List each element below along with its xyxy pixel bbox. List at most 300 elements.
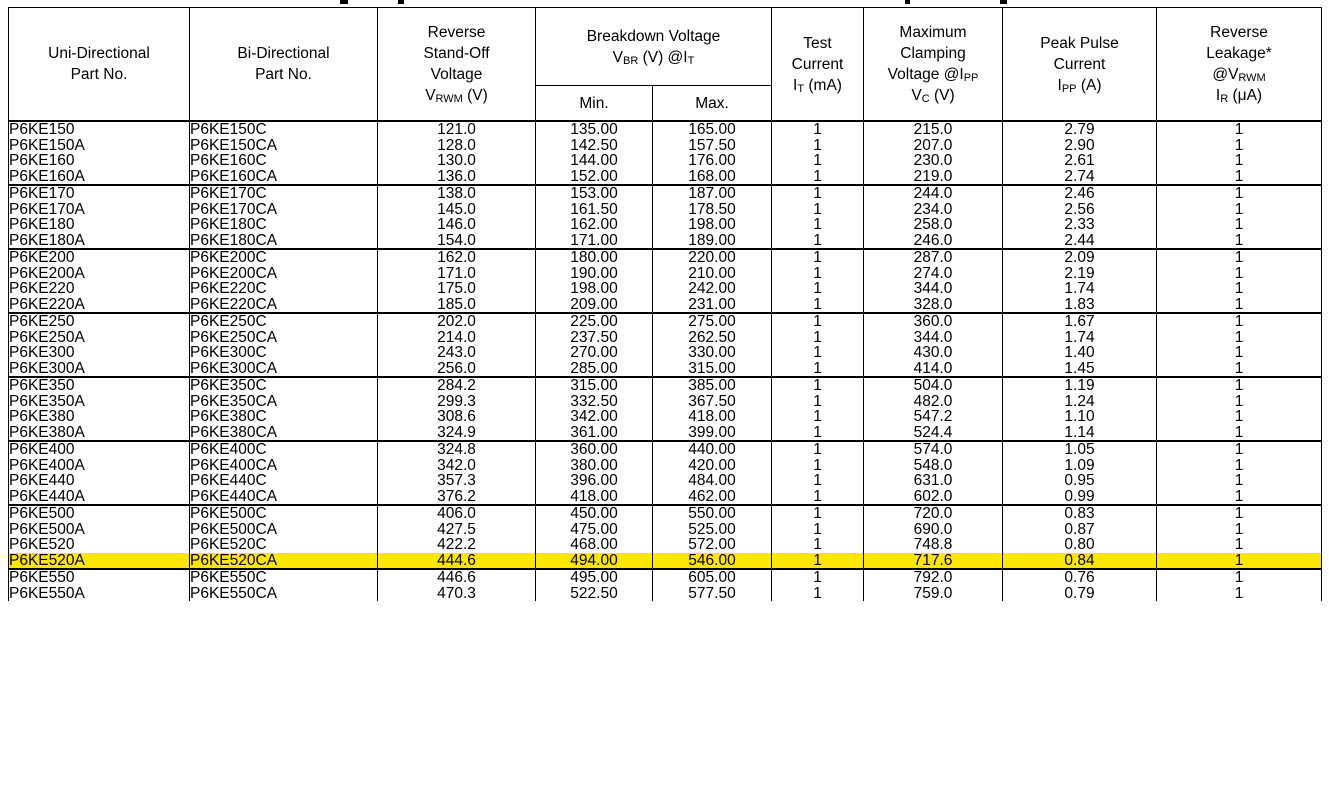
vbr-max-cell: 385.00 (653, 377, 772, 394)
vc-cell: 215.0 (864, 121, 1003, 138)
uni-part-cell: P6KE380 (9, 409, 190, 425)
vc-cell: 631.0 (864, 473, 1003, 489)
vrwm-cell: 376.2 (378, 489, 536, 506)
vbr-max-cell: 420.00 (653, 458, 772, 474)
vbr-min-cell: 361.00 (536, 425, 653, 442)
ipp-cell: 2.56 (1003, 202, 1157, 218)
table-row (9, 458, 1322, 474)
vbr-max-cell: 189.00 (653, 233, 772, 250)
vbr-max-cell: 525.00 (653, 522, 772, 538)
ipp-cell: 0.83 (1003, 505, 1157, 522)
it-cell: 1 (772, 169, 864, 186)
table-row (9, 297, 1322, 314)
ir-cell: 1 (1157, 138, 1322, 154)
uni-part-cell: P6KE160 (9, 153, 190, 169)
uni-part-cell: P6KE400A (9, 458, 190, 474)
ir-cell: 1 (1157, 313, 1322, 330)
it-cell: 1 (772, 553, 864, 570)
ir-cell: 1 (1157, 505, 1322, 522)
ir-cell: 1 (1157, 249, 1322, 266)
uni-part-cell: P6KE520A (9, 553, 190, 570)
ipp-cell: 1.74 (1003, 330, 1157, 346)
ipp-cell: 0.79 (1003, 586, 1157, 602)
ipp-cell: 1.40 (1003, 345, 1157, 361)
vc-cell: 246.0 (864, 233, 1003, 250)
ipp-cell: 1.74 (1003, 281, 1157, 297)
bi-part-cell: P6KE550CA (190, 586, 378, 602)
uni-part-cell: P6KE380A (9, 425, 190, 442)
bi-part-cell: P6KE500CA (190, 522, 378, 538)
uni-part-cell: P6KE220 (9, 281, 190, 297)
uni-part-cell: P6KE500A (9, 522, 190, 538)
vbr-max-cell: 220.00 (653, 249, 772, 266)
vrwm-cell: 308.6 (378, 409, 536, 425)
ir-cell: 1 (1157, 169, 1322, 186)
it-cell: 1 (772, 505, 864, 522)
vrwm-cell: 185.0 (378, 297, 536, 314)
header-bi-part: Bi-Directional Part No. (190, 8, 378, 122)
vbr-min-cell: 285.00 (536, 361, 653, 378)
ipp-cell: 1.83 (1003, 297, 1157, 314)
vrwm-cell: 470.3 (378, 586, 536, 602)
vrwm-cell: 145.0 (378, 202, 536, 218)
ir-cell: 1 (1157, 281, 1322, 297)
vbr-max-cell: 399.00 (653, 425, 772, 442)
bi-part-cell: P6KE150C (190, 121, 378, 138)
vc-cell: 547.2 (864, 409, 1003, 425)
bi-part-cell: P6KE220C (190, 281, 378, 297)
vbr-min-cell: 180.00 (536, 249, 653, 266)
table-row (9, 522, 1322, 538)
vc-cell: 504.0 (864, 377, 1003, 394)
vbr-max-cell: 462.00 (653, 489, 772, 506)
vc-cell: 482.0 (864, 394, 1003, 410)
vbr-max-cell: 550.00 (653, 505, 772, 522)
table-row (9, 441, 1322, 458)
uni-part-cell: P6KE200 (9, 249, 190, 266)
bi-part-cell: P6KE380CA (190, 425, 378, 442)
ir-cell: 1 (1157, 345, 1322, 361)
bi-part-cell: P6KE150CA (190, 138, 378, 154)
ipp-cell: 2.79 (1003, 121, 1157, 138)
vc-cell: 414.0 (864, 361, 1003, 378)
ipp-cell: 1.09 (1003, 458, 1157, 474)
ipp-cell: 1.19 (1003, 377, 1157, 394)
vbr-max-cell: 242.00 (653, 281, 772, 297)
vc-cell: 328.0 (864, 297, 1003, 314)
vbr-min-cell: 152.00 (536, 169, 653, 186)
ipp-cell: 2.61 (1003, 153, 1157, 169)
vrwm-cell: 256.0 (378, 361, 536, 378)
ipp-cell: 1.14 (1003, 425, 1157, 442)
table-row (9, 249, 1322, 266)
bi-part-cell: P6KE400CA (190, 458, 378, 474)
header-reverse-leakage: Reverse Leakage* $@V_{RWM}$ $I_R$ (μA) (1157, 8, 1322, 122)
ir-cell: 1 (1157, 217, 1322, 233)
bi-part-cell: P6KE440C (190, 473, 378, 489)
it-cell: 1 (772, 121, 864, 138)
ir-cell: 1 (1157, 297, 1322, 314)
it-cell: 1 (772, 425, 864, 442)
it-cell: 1 (772, 586, 864, 602)
ipp-cell: 1.10 (1003, 409, 1157, 425)
it-cell: 1 (772, 233, 864, 250)
ipp-cell: 1.24 (1003, 394, 1157, 410)
it-cell: 1 (772, 361, 864, 378)
bi-part-cell: P6KE520C (190, 537, 378, 553)
vbr-max-cell: 176.00 (653, 153, 772, 169)
ir-cell: 1 (1157, 489, 1322, 506)
uni-part-cell: P6KE150 (9, 121, 190, 138)
vrwm-cell: 427.5 (378, 522, 536, 538)
vbr-min-cell: 225.00 (536, 313, 653, 330)
table-row (9, 185, 1322, 202)
table-row (9, 202, 1322, 218)
vbr-min-cell: 418.00 (536, 489, 653, 506)
it-cell: 1 (772, 297, 864, 314)
uni-part-cell: P6KE180 (9, 217, 190, 233)
vrwm-cell: 121.0 (378, 121, 536, 138)
bi-part-cell: P6KE180C (190, 217, 378, 233)
vc-cell: 344.0 (864, 330, 1003, 346)
it-cell: 1 (772, 409, 864, 425)
vbr-max-cell: 330.00 (653, 345, 772, 361)
vbr-min-cell: 198.00 (536, 281, 653, 297)
header-clamping-voltage: Maximum Clamping Voltage $@I_{PP}$ $V_C$ (V) (864, 8, 1003, 122)
vrwm-cell: 136.0 (378, 169, 536, 186)
vc-cell: 287.0 (864, 249, 1003, 266)
ipp-cell: 0.99 (1003, 489, 1157, 506)
table-row (9, 409, 1322, 425)
vbr-min-cell: 270.00 (536, 345, 653, 361)
vbr-max-cell: 275.00 (653, 313, 772, 330)
vbr-max-cell: 367.50 (653, 394, 772, 410)
vc-cell: 759.0 (864, 586, 1003, 602)
bi-part-cell: P6KE500C (190, 505, 378, 522)
table-row (9, 586, 1322, 602)
bi-part-cell: P6KE350C (190, 377, 378, 394)
bi-part-cell: P6KE160C (190, 153, 378, 169)
table-row (9, 345, 1322, 361)
uni-part-cell: P6KE400 (9, 441, 190, 458)
vbr-max-cell: 168.00 (653, 169, 772, 186)
header-max: Max. (653, 86, 772, 122)
it-cell: 1 (772, 569, 864, 586)
vc-cell: 258.0 (864, 217, 1003, 233)
table-row (9, 394, 1322, 410)
vbr-max-cell: 231.00 (653, 297, 772, 314)
table-row (9, 569, 1322, 586)
vbr-min-cell: 494.00 (536, 553, 653, 570)
table-row (9, 505, 1322, 522)
vbr-min-cell: 190.00 (536, 266, 653, 282)
vbr-max-cell: 484.00 (653, 473, 772, 489)
bi-part-cell: P6KE300C (190, 345, 378, 361)
table-row (9, 169, 1322, 186)
table-row (9, 313, 1322, 330)
it-cell: 1 (772, 377, 864, 394)
vc-cell: 360.0 (864, 313, 1003, 330)
table-row (9, 473, 1322, 489)
clipped-title-fragment (0, 0, 1329, 7)
vc-cell: 602.0 (864, 489, 1003, 506)
vbr-min-cell: 522.50 (536, 586, 653, 602)
it-cell: 1 (772, 441, 864, 458)
vc-unit: $V_C$ (V) (911, 87, 955, 105)
ir-cell: 1 (1157, 361, 1322, 378)
bi-part-cell: P6KE200CA (190, 266, 378, 282)
table-row (9, 217, 1322, 233)
ipp-cell: 0.87 (1003, 522, 1157, 538)
vbr-min-cell: 153.00 (536, 185, 653, 202)
ir-cell: 1 (1157, 153, 1322, 169)
bi-part-cell: P6KE550C (190, 569, 378, 586)
vc-cell: 548.0 (864, 458, 1003, 474)
bi-part-cell: P6KE300CA (190, 361, 378, 378)
vbr-min-cell: 209.00 (536, 297, 653, 314)
header-standoff-voltage: Reverse Stand-Off Voltage $V_{RWM}$ (V) (378, 8, 536, 122)
ir-cell: 1 (1157, 266, 1322, 282)
vrwm-cell: 446.6 (378, 569, 536, 586)
it-cell: 1 (772, 249, 864, 266)
bi-part-cell: P6KE400C (190, 441, 378, 458)
vbr-min-cell: 315.00 (536, 377, 653, 394)
bi-part-cell: P6KE200C (190, 249, 378, 266)
ipp-unit: $I_{PP}$ (A) (1057, 76, 1102, 95)
vrwm-cell: 342.0 (378, 458, 536, 474)
vrwm-unit: $V_{RWM}$ (V) (425, 87, 488, 105)
ir-cell: 1 (1157, 441, 1322, 458)
it-cell: 1 (772, 473, 864, 489)
bi-part-cell: P6KE170CA (190, 202, 378, 218)
ir-cell: 1 (1157, 202, 1322, 218)
vbr-min-cell: 396.00 (536, 473, 653, 489)
vbr-max-cell: 262.50 (653, 330, 772, 346)
vbr-min-cell: 161.50 (536, 202, 653, 218)
bi-part-cell: P6KE180CA (190, 233, 378, 250)
header-min: Min. (536, 86, 653, 122)
it-cell: 1 (772, 345, 864, 361)
vrwm-cell: 299.3 (378, 394, 536, 410)
ipp-cell: 2.74 (1003, 169, 1157, 186)
vbr-min-cell: 495.00 (536, 569, 653, 586)
vbr-max-cell: 440.00 (653, 441, 772, 458)
vbr-max-cell: 546.00 (653, 553, 772, 570)
it-cell: 1 (772, 522, 864, 538)
vc-cell: 344.0 (864, 281, 1003, 297)
vc-cell: 720.0 (864, 505, 1003, 522)
vbr-max-cell: 605.00 (653, 569, 772, 586)
it-cell: 1 (772, 458, 864, 474)
vc-cell: 230.0 (864, 153, 1003, 169)
vbr-min-cell: 342.00 (536, 409, 653, 425)
it-cell: 1 (772, 394, 864, 410)
vbr-min-cell: 468.00 (536, 537, 653, 553)
vrwm-cell: 243.0 (378, 345, 536, 361)
vc-cell: 244.0 (864, 185, 1003, 202)
uni-part-cell: P6KE550 (9, 569, 190, 586)
vc-cell: 524.4 (864, 425, 1003, 442)
table-row (9, 489, 1322, 506)
table-row (9, 233, 1322, 250)
vc-cell: 690.0 (864, 522, 1003, 538)
uni-part-cell: P6KE170 (9, 185, 190, 202)
vrwm-cell: 146.0 (378, 217, 536, 233)
vbr-max-cell: 198.00 (653, 217, 772, 233)
vbr-max-cell: 418.00 (653, 409, 772, 425)
ir-cell: 1 (1157, 233, 1322, 250)
table-row (9, 537, 1322, 553)
uni-part-cell: P6KE160A (9, 169, 190, 186)
vrwm-cell: 175.0 (378, 281, 536, 297)
vrwm-cell: 202.0 (378, 313, 536, 330)
ir-cell: 1 (1157, 553, 1322, 570)
vrwm-cell: 357.3 (378, 473, 536, 489)
ipp-cell: 2.19 (1003, 266, 1157, 282)
it-cell: 1 (772, 266, 864, 282)
uni-part-cell: P6KE350 (9, 377, 190, 394)
ipp-cell: 2.90 (1003, 138, 1157, 154)
table-row (9, 153, 1322, 169)
header-test-current: Test Current $I_T$ (mA) (772, 8, 864, 122)
header-peak-pulse-current: Peak Pulse Current $I_{PP}$ (A) (1003, 8, 1157, 122)
vbr-min-cell: 171.00 (536, 233, 653, 250)
vc-cell: 219.0 (864, 169, 1003, 186)
vc-cell: 792.0 (864, 569, 1003, 586)
vbr-max-cell: 178.50 (653, 202, 772, 218)
ir-line3: $@V_{RWM}$ (1212, 66, 1266, 84)
ipp-cell: 2.33 (1003, 217, 1157, 233)
it-unit: $I_T$ (mA) (793, 76, 842, 95)
bi-part-cell: P6KE520CA (190, 553, 378, 570)
vrwm-cell: 406.0 (378, 505, 536, 522)
table-row (9, 330, 1322, 346)
ipp-cell: 2.09 (1003, 249, 1157, 266)
vbr-max-cell: 165.00 (653, 121, 772, 138)
uni-part-cell: P6KE220A (9, 297, 190, 314)
vbr-min-cell: 142.50 (536, 138, 653, 154)
uni-part-cell: P6KE180A (9, 233, 190, 250)
vrwm-cell: 171.0 (378, 266, 536, 282)
uni-part-cell: P6KE440 (9, 473, 190, 489)
uni-part-cell: P6KE350A (9, 394, 190, 410)
ipp-cell: 1.45 (1003, 361, 1157, 378)
ipp-cell: 2.46 (1003, 185, 1157, 202)
vrwm-cell: 284.2 (378, 377, 536, 394)
bi-part-cell: P6KE220CA (190, 297, 378, 314)
vbr-max-cell: 187.00 (653, 185, 772, 202)
table-row (9, 361, 1322, 378)
ir-cell: 1 (1157, 330, 1322, 346)
vbr-max-cell: 157.50 (653, 138, 772, 154)
vbr-min-cell: 135.00 (536, 121, 653, 138)
vrwm-cell: 128.0 (378, 138, 536, 154)
uni-part-cell: P6KE300A (9, 361, 190, 378)
vbr-min-cell: 380.00 (536, 458, 653, 474)
vrwm-cell: 138.0 (378, 185, 536, 202)
table-row (9, 553, 1322, 570)
vbr-max-cell: 210.00 (653, 266, 772, 282)
ipp-cell: 0.95 (1003, 473, 1157, 489)
ipp-cell: 1.67 (1003, 313, 1157, 330)
uni-part-cell: P6KE520 (9, 537, 190, 553)
ipp-cell: 0.84 (1003, 553, 1157, 570)
ir-cell: 1 (1157, 586, 1322, 602)
vc-cell: 207.0 (864, 138, 1003, 154)
bi-part-cell: P6KE160CA (190, 169, 378, 186)
bi-part-cell: P6KE440CA (190, 489, 378, 506)
ir-cell: 1 (1157, 473, 1322, 489)
table-row (9, 138, 1322, 154)
vc-cell: 574.0 (864, 441, 1003, 458)
header-breakdown-voltage: Breakdown Voltage $V_{BR}$ (V) $@I_T$ (536, 8, 772, 86)
uni-part-cell: P6KE500 (9, 505, 190, 522)
vrwm-cell: 214.0 (378, 330, 536, 346)
table-row (9, 425, 1322, 442)
table-row (9, 377, 1322, 394)
table-body (9, 121, 1322, 601)
it-cell: 1 (772, 202, 864, 218)
it-cell: 1 (772, 281, 864, 297)
uni-part-cell: P6KE300 (9, 345, 190, 361)
table-row (9, 121, 1322, 138)
vc-cell: 274.0 (864, 266, 1003, 282)
vbr-max-cell: 577.50 (653, 586, 772, 602)
vbr-min-cell: 237.50 (536, 330, 653, 346)
vc-cell: 717.6 (864, 553, 1003, 570)
it-cell: 1 (772, 153, 864, 169)
vbr-min-cell: 475.00 (536, 522, 653, 538)
ipp-cell: 0.76 (1003, 569, 1157, 586)
it-cell: 1 (772, 489, 864, 506)
vrwm-cell: 422.2 (378, 537, 536, 553)
uni-part-cell: P6KE170A (9, 202, 190, 218)
vbr-min-cell: 144.00 (536, 153, 653, 169)
it-cell: 1 (772, 185, 864, 202)
bi-part-cell: P6KE250CA (190, 330, 378, 346)
uni-part-cell: P6KE250 (9, 313, 190, 330)
vrwm-cell: 130.0 (378, 153, 536, 169)
ipp-cell: 1.05 (1003, 441, 1157, 458)
it-cell: 1 (772, 217, 864, 233)
ir-cell: 1 (1157, 537, 1322, 553)
header-uni-part: Uni-Directional Part No. (9, 8, 190, 122)
vrwm-cell: 324.9 (378, 425, 536, 442)
vbr-min-cell: 162.00 (536, 217, 653, 233)
ir-cell: 1 (1157, 394, 1322, 410)
ir-cell: 1 (1157, 409, 1322, 425)
ir-cell: 1 (1157, 121, 1322, 138)
vc-line3: Voltage $@I_{PP}$ (887, 66, 979, 84)
bi-part-cell: P6KE350CA (190, 394, 378, 410)
ir-unit: $I_R$ (μA) (1215, 87, 1263, 105)
ir-cell: 1 (1157, 522, 1322, 538)
bi-part-cell: P6KE380C (190, 409, 378, 425)
it-cell: 1 (772, 537, 864, 553)
electrical-characteristics-table (8, 7, 1322, 601)
vbr-min-cell: 360.00 (536, 441, 653, 458)
vrwm-cell: 154.0 (378, 233, 536, 250)
bi-part-cell: P6KE170C (190, 185, 378, 202)
table-row (9, 281, 1322, 297)
uni-part-cell: P6KE200A (9, 266, 190, 282)
vc-cell: 234.0 (864, 202, 1003, 218)
vrwm-cell: 162.0 (378, 249, 536, 266)
uni-part-cell: P6KE150A (9, 138, 190, 154)
vbr-unit: $V_{BR}$ (V) $@I_T$ (612, 48, 695, 67)
vbr-max-cell: 315.00 (653, 361, 772, 378)
ipp-cell: 0.80 (1003, 537, 1157, 553)
